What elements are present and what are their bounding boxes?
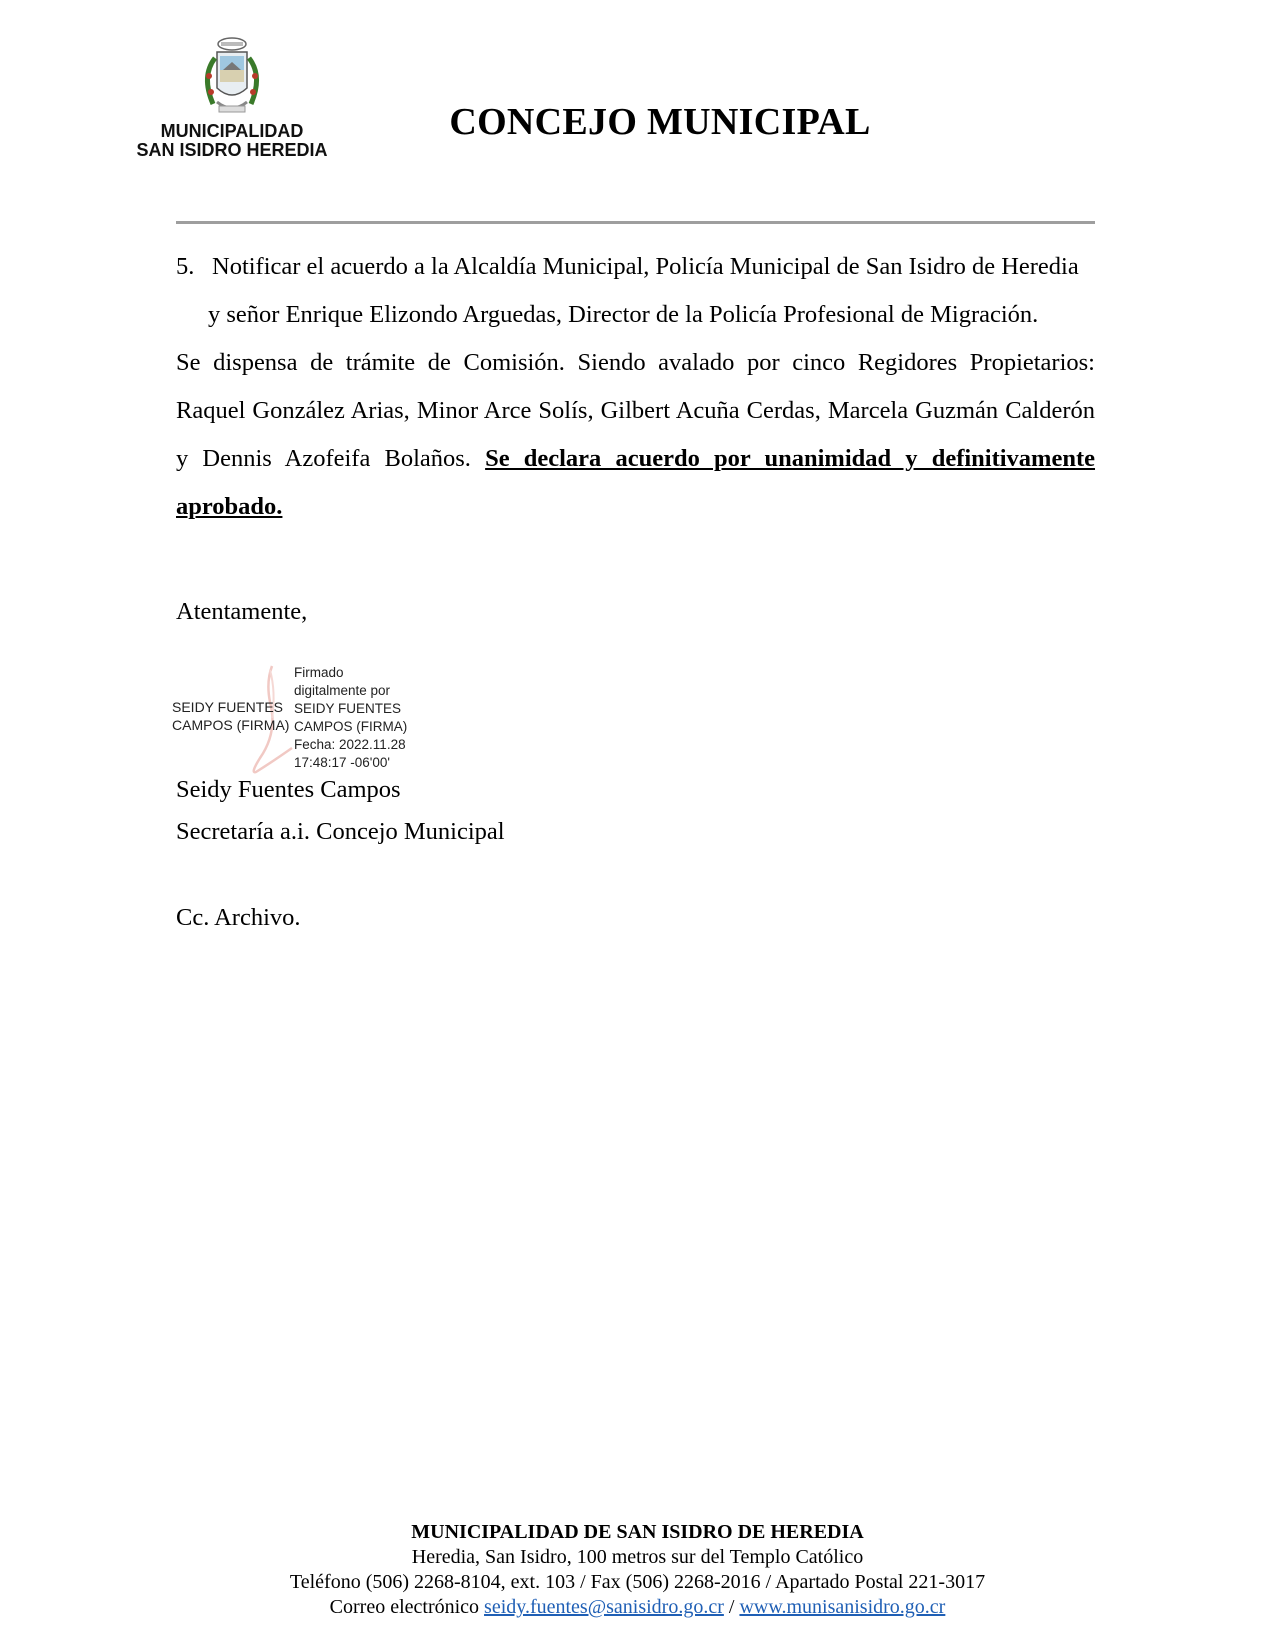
signer-role: Secretaría a.i. Concejo Municipal bbox=[176, 818, 505, 845]
item-line-1: Notificar el acuerdo a la Alcaldía Municipal, Policía Municipal de San Isidro de Heredia bbox=[212, 253, 1079, 280]
agreement-paragraph bbox=[176, 339, 1095, 531]
digital-signature bbox=[172, 662, 432, 782]
approval-statement: Se declara acuerdo por unanimidad y definitivamente aprobado. bbox=[176, 445, 1096, 520]
item-line-2: y señor Enrique Elizondo Arguedas, Director de la Policía Profesional de Migración. bbox=[208, 301, 1039, 328]
header-divider bbox=[176, 221, 1095, 224]
numbered-item-5 bbox=[176, 243, 1095, 339]
signer-name: Seidy Fuentes Campos bbox=[176, 776, 401, 803]
logo-line-1: MUNICIPALIDAD bbox=[160, 121, 304, 141]
municipal-logo bbox=[124, 36, 340, 160]
sig-right-line-3: SEIDY FUENTES bbox=[294, 701, 402, 716]
carbon-copy: Cc. Archivo. bbox=[176, 904, 301, 931]
footer-phone: Teléfono (506) 2268-8104, ext. 103 / Fax (506) 2268-2016 / Apartado Postal 221-3017 bbox=[289, 1571, 986, 1593]
footer-contact bbox=[200, 1595, 1075, 1620]
page-title: CONCEJO MUNICIPAL bbox=[449, 101, 871, 143]
link-separator: / bbox=[728, 1596, 735, 1618]
footer-title: MUNICIPALIDAD DE SAN ISIDRO DE HEREDIA bbox=[411, 1521, 864, 1543]
sig-right-line-2: digitalmente por bbox=[294, 683, 391, 698]
footer-address: Heredia, San Isidro, 100 metros sur del Templo Católico bbox=[411, 1546, 864, 1568]
footer bbox=[200, 1520, 1075, 1620]
signature-name-block bbox=[172, 698, 290, 734]
website-link[interactable]: www.munisanisidro.go.cr bbox=[739, 1596, 946, 1618]
item-number: 5. bbox=[176, 253, 195, 280]
email-link[interactable]: seidy.fuentes@sanisidro.go.cr bbox=[484, 1596, 724, 1618]
municipal-coat-of-arms-icon bbox=[197, 36, 267, 122]
signature-details bbox=[294, 664, 434, 772]
sig-right-line-4: CAMPOS (FIRMA) bbox=[294, 719, 408, 734]
sig-left-line-1: SEIDY FUENTES bbox=[172, 699, 283, 715]
sig-right-line-6: 17:48:17 -06'00' bbox=[294, 755, 390, 770]
paragraph-text: Se dispensa de trámite de Comisión. Siendo avalado por cinco Regidores Propietarios: Raquel González Arias, Minor Arce Solís, Gilbert Acuña Cerdas, Marcela Guzmán Calderón y Dennis Azofeifa Bolaños. bbox=[176, 349, 1095, 472]
email-label: Correo electrónico bbox=[329, 1596, 480, 1618]
sig-right-line-5: Fecha: 2022.11.28 bbox=[294, 737, 406, 752]
sig-right-line-1: Firmado bbox=[294, 665, 344, 680]
logo-line-2: SAN ISIDRO HEREDIA bbox=[136, 140, 328, 160]
sig-left-line-2: CAMPOS (FIRMA) bbox=[172, 717, 290, 733]
closing: Atentamente, bbox=[176, 598, 308, 625]
